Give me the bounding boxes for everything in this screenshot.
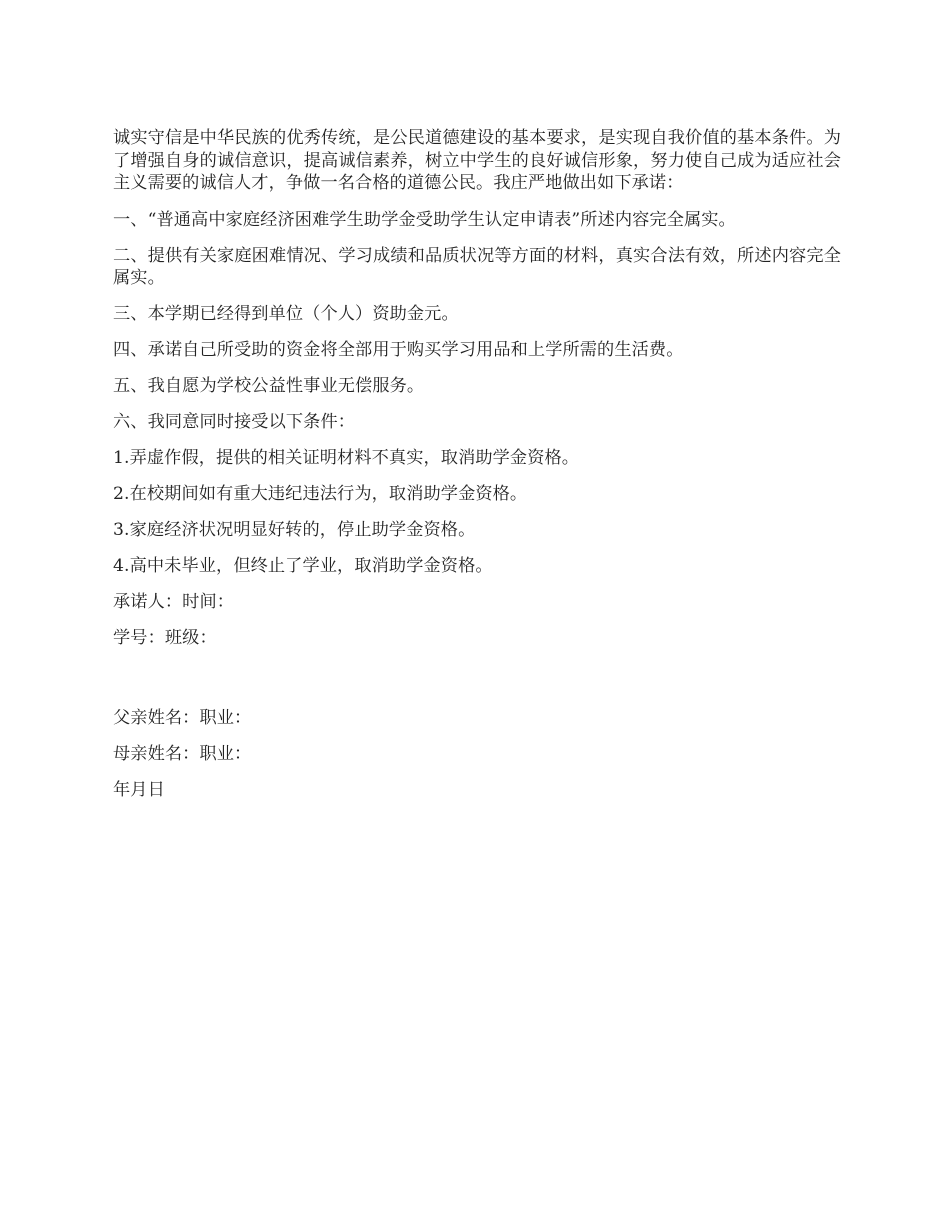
pledge-item-3: 三、本学期已经得到单位（个人）资助金元。 <box>113 303 459 324</box>
student-line: 学号：班级： <box>113 627 217 648</box>
intro-paragraph: 诚实守信是中华民族的优秀传统，是公民道德建设的基本要求，是实现自我价值的基本条件。为了增强自身的诚信意识，提高诚信素养，树立中学生的良好诚信形象，努力使自己成为适应社会主义需要的诚信人才，争做一名合格的道德公民。我庄严地做出如下承诺： <box>113 128 841 193</box>
pledge-item-6: 六、我同意同时接受以下条件： <box>113 411 356 432</box>
pledge-item-1: 一、“普通高中家庭经济困难学生助学金受助学生认定申请表”所述内容完全属实。 <box>113 209 736 230</box>
father-line: 父亲姓名：职业： <box>113 707 252 728</box>
mother-line: 母亲姓名：职业： <box>113 743 252 764</box>
pledger-line: 承诺人：时间： <box>113 591 235 612</box>
condition-4: 4.高中未毕业，但终止了学业，取消助学金资格。 <box>113 555 493 576</box>
document-body <box>113 127 841 815</box>
condition-1: 1.弄虚作假，提供的相关证明材料不真实，取消助学金资格。 <box>113 447 580 468</box>
condition-2: 2.在校期间如有重大违纪违法行为，取消助学金资格。 <box>113 483 528 504</box>
pledge-item-5: 五、我自愿为学校公益性事业无偿服务。 <box>113 375 425 396</box>
pledge-item-2: 二、提供有关家庭困难情况、学习成绩和品质状况等方面的材料，真实合法有效，所述内容完全属实。 <box>113 245 841 288</box>
date-line: 年月日 <box>113 779 165 800</box>
spacer <box>113 663 841 707</box>
condition-3: 3.家庭经济状况明显好转的，停止助学金资格。 <box>113 519 476 540</box>
pledge-item-4: 四、承诺自己所受助的资金将全部用于购买学习用品和上学所需的生活费。 <box>113 339 684 360</box>
